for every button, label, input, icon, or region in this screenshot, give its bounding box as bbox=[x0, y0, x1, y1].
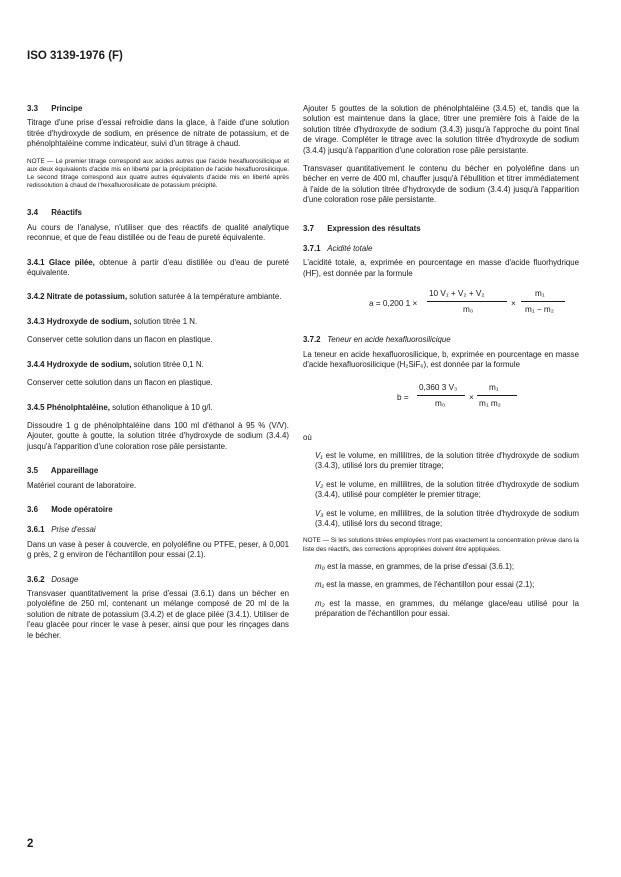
titration-paragraph-1: Ajouter 5 gouttes de la solution de phénolphtaléine (3.4.5) et, tandis que la solution est maintenue dans la glace, titrer une première fois à l'aide de la solution titrée d'hydroxyde de sodium (3.4.3) jusqu'à l'approche du point final de virage. Compléter le titrage avec la solution titrée d'hydroxyde de sodium (3.4.4) jusqu'à l'apparition d'une coloration rose pâle persistante. bbox=[303, 104, 579, 155]
formula1-denominator-2: m₁ − m₂ bbox=[525, 305, 554, 315]
correction-note: NOTE — Si les solutions titrées employées n'ont pas exactement la concentration prévue dans la liste des réactifs, des corrections appropriées doivent être appliquées. bbox=[303, 537, 579, 553]
formula-hexafluorosilicic bbox=[303, 379, 579, 419]
formula2-lhs: b = bbox=[397, 392, 409, 402]
definition-m1: m₁ est la masse, en grammes, de l'échantillon pour essai (2.1); bbox=[315, 580, 535, 590]
reagent-3-4-2: 3.4.2 Nitrate de potassium, solution saturée à la température ambiante. bbox=[27, 292, 282, 302]
apparatus-paragraph: Matériel courant de laboratoire. bbox=[27, 480, 137, 490]
document-header: ISO 3139-1976 (F) bbox=[27, 50, 123, 62]
section-heading-3-6: 3.6 Mode opératoire bbox=[27, 504, 113, 514]
section-heading-3-7-1: 3.7.1 Acidité totale bbox=[303, 244, 373, 254]
reagent-3-4-1: 3.4.1 Glace pilée, obtenue à partir d'eau distillée ou d'eau de pureté équivalente. bbox=[27, 257, 289, 278]
principle-note: NOTE — Le premier titrage correspond aux acides autres que l'acide hexafluorosilicique et aux deux équivalents d'acide mis en liberté par la précipitation de l'acide hexafluorosilicique. Le second titrage correspond aux quatre autres équivalents d'acide mis en liberté après redissolution à chaud de l'hexafluorosilicate de potassium précipité. bbox=[27, 157, 289, 190]
reagent-3-4-4-storage: Conserver cette solution dans un flacon en plastique. bbox=[27, 378, 213, 388]
section-heading-3-6-1: 3.6.1 Prise d'essai bbox=[27, 525, 96, 535]
where-label: où bbox=[303, 432, 312, 442]
section-heading-3-3: 3.3 Principe bbox=[27, 104, 83, 113]
test-portion-paragraph: Dans un vase à peser à couvercle, en polyoléfine ou PTFE, peser, à 0,001 g près, 2 g environ de l'échantillon pour essai (2.1). bbox=[27, 539, 289, 560]
definition-v2: V₂ est le volume, en millilitres, de la solution titrée d'hydroxyde de sodium (3.4.4), utilisé pour compléter le premier titrage; bbox=[315, 479, 579, 500]
section-heading-3-5: 3.5 Appareillage bbox=[27, 466, 99, 476]
reagent-3-4-5: 3.4.5 Phénolphtaléine, solution éthanolique à 10 g/l. bbox=[27, 402, 213, 412]
reagent-3-4-5-preparation: Dissoudre 1 g de phénolphtaléine dans 100 ml d'éthanol à 95 % (V/V). Ajouter, goutte à goutte, la solution titrée d'hydroxyde de sodium (3.4.4) jusqu'à l'apparition d'une coloration rose pâle persistante. bbox=[27, 420, 289, 451]
page-number: 2 bbox=[27, 838, 34, 850]
formula1-numerator: 10 V₁ + V₂ + V₂ bbox=[429, 289, 485, 299]
formula1-numerator-2: m₁ bbox=[535, 289, 545, 299]
formula1-denominator: m₀ bbox=[463, 305, 474, 315]
total-acidity-paragraph: L'acidité totale, a, exprimée en pourcentage en masse d'acide fluorhydrique (HF), est donnée par la formule bbox=[303, 258, 579, 278]
formula2-denominator-2: m₁ m₂ bbox=[479, 398, 501, 408]
reagent-3-4-3-storage: Conserver cette solution dans un flacon en plastique. bbox=[27, 335, 213, 345]
reagent-3-4-4: 3.4.4 Hydroxyde de sodium, solution titrée 0,1 N. bbox=[27, 359, 204, 369]
left-column bbox=[27, 104, 289, 649]
reagent-3-4-3: 3.4.3 Hydroxyde de sodium, solution titrée 1 N. bbox=[27, 316, 198, 326]
hexafluorosilicic-paragraph: La teneur en acide hexafluorosilicique, b, exprimée en pourcentage en masse d'acide hexafluorosilicique (H₂SiF₆), est donnée par la formule bbox=[303, 349, 579, 370]
formula2-denominator: m₀ bbox=[435, 398, 446, 408]
formula1-times: × bbox=[511, 299, 516, 309]
formula2-times: × bbox=[469, 392, 474, 402]
section-heading-3-6-2: 3.6.2 Dosage bbox=[27, 574, 79, 584]
titration-paragraph-2: Transvaser quantitativement le contenu du bécher en polyoléfine dans un bécher en verre de 400 ml, chauffer jusqu'à l'ébullition et titrer immédiatement à l'aide de la solution titrée d'hydroxyde de sodium (3.4.4) jusqu'à l'apparition d'une coloration rose pâle persistante. bbox=[303, 164, 579, 205]
principle-paragraph: Titrage d'une prise d'essai refroidie dans la glace, à l'aide d'une solution titrée d'hydroxyde de sodium, en présence de nitrate de potassium, et de phénolphtaléine comme indicateur, suivi d'un titrage à chaud. bbox=[27, 118, 289, 149]
right-column bbox=[303, 104, 579, 627]
section-heading-3-7: 3.7 Expression des résultats bbox=[303, 223, 421, 233]
formula2-numerator-2: m₁ bbox=[489, 382, 499, 392]
definition-v1: V₁ est le volume, en millilitres, de la solution titrée d'hydroxyde de sodium (3.4.3), utilisé lors du premier titrage; bbox=[315, 450, 580, 471]
reagents-paragraph: Au cours de l'analyse, n'utiliser que des réactifs de qualité analytique reconnue, et que de l'eau distillée ou de l'eau de pureté équivalente. bbox=[27, 222, 289, 243]
formula-total-acidity bbox=[303, 287, 579, 321]
formula2-numerator: 0,360 3 V₃ bbox=[419, 382, 458, 392]
section-heading-3-7-2: 3.7.2 Teneur en acide hexafluorosilicique bbox=[303, 335, 451, 345]
formula1-lhs: a = 0,200 1 × bbox=[369, 299, 418, 309]
determination-paragraph: Transvaser quantitativement la prise d'essai (3.6.1) dans un bécher en polyoléfine de 250 ml, contenant un mélange composé de 20 ml de la solution de nitrate de potassium (3.4.2) et de glace pilée (3.4.1). Utiliser de l'eau glacée pour rincer le vase à peser, ainsi que pour les rinçages dans le bécher. bbox=[27, 588, 289, 640]
definition-m2: m₂ est la masse, en grammes, du mélange glace/eau utilisé pour la préparation de l'échantillon pour essai. bbox=[315, 598, 579, 618]
definition-m0: m₀ est la masse, en grammes, de la prise d'essai (3.6.1); bbox=[315, 561, 515, 571]
section-heading-3-4: 3.4 Réactifs bbox=[27, 208, 82, 218]
definition-v3: V₃ est le volume, en millilitres, de la solution titrée d'hydroxyde de sodium (3.4.4), utilisé lors du second titrage; bbox=[315, 508, 579, 528]
